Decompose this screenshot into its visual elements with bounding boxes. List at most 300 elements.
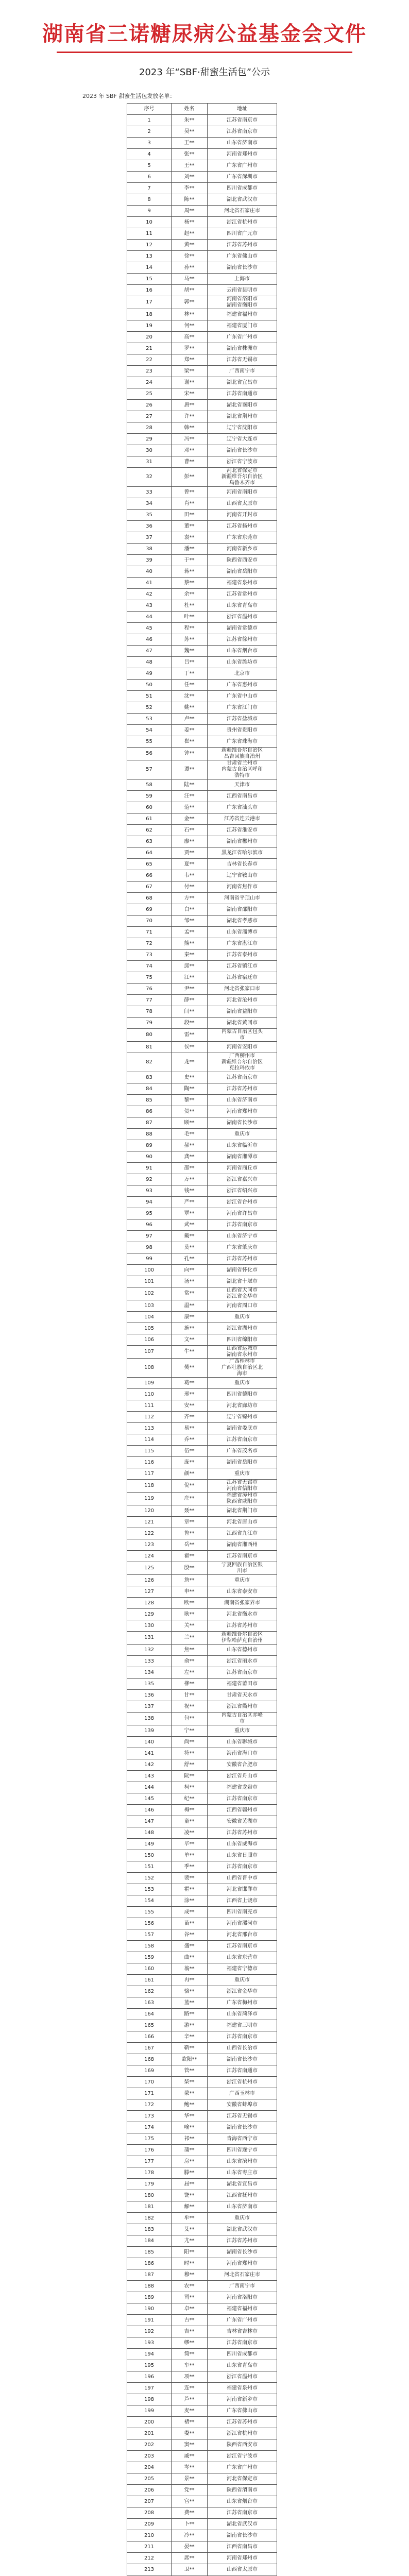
recipient-address: 广东省梅州市 [208, 1997, 277, 2009]
row-number: 182 [127, 2213, 172, 2224]
recipient-name: 覃** [172, 1208, 208, 1219]
table-row [127, 2201, 277, 2213]
recipient-name: 潘** [172, 544, 208, 555]
recipient-name: 谢** [172, 377, 208, 388]
recipient-address: 浙江省丽水市 [208, 1656, 277, 1667]
row-number: 148 [127, 1827, 172, 1839]
recipient-address: 福建省厦门市 [208, 320, 277, 332]
table-row [127, 1850, 277, 1861]
table-row [127, 972, 277, 984]
recipient-name: 常** [172, 1287, 208, 1300]
recipient-address: 安徽省蚌埠市 [208, 2099, 277, 2111]
recipient-address: 河北省保定市 [208, 2473, 277, 2485]
table-row [127, 332, 277, 343]
table-row [127, 149, 277, 160]
recipient-name: 游** [172, 2020, 208, 2031]
recipient-address: 山东省济南市 [208, 138, 277, 149]
table-row [127, 217, 277, 228]
table-row [127, 2519, 277, 2530]
row-number: 8 [127, 194, 172, 206]
recipient-name: 秦** [172, 950, 208, 961]
row-number: 121 [127, 1517, 172, 1528]
recipient-address: 河南省商丘市 [208, 1163, 277, 1174]
row-number: 104 [127, 1312, 172, 1323]
recipient-name: 樊** [172, 1359, 208, 1378]
table-row [127, 578, 277, 589]
recipient-name: 殷** [172, 1562, 208, 1575]
table-row [127, 859, 277, 870]
table-row [127, 1095, 277, 1106]
row-number: 79 [127, 1018, 172, 1029]
recipient-name: 吕** [172, 657, 208, 668]
recipient-name: 曾** [172, 487, 208, 498]
recipient-address: 江苏省盐城市 [208, 714, 277, 725]
table-row [127, 1378, 277, 1389]
recipient-address: 江苏省宿迁市 [208, 972, 277, 984]
table-row [127, 1242, 277, 1253]
recipient-address: 江苏省苏州市 [208, 2235, 277, 2247]
row-number: 213 [127, 2564, 172, 2575]
recipient-name: 施** [172, 1323, 208, 1334]
table-row [127, 1423, 277, 1434]
row-number: 9 [127, 206, 172, 217]
row-number: 82 [127, 1053, 172, 1072]
recipient-address: 河南省焦作市 [208, 882, 277, 893]
table-row [127, 1918, 277, 1929]
recipient-name: 尚** [172, 1737, 208, 1748]
row-number: 18 [127, 309, 172, 320]
recipient-name: 魏** [172, 646, 208, 657]
recipient-address: 浙江省绍兴市 [208, 1185, 277, 1197]
recipient-name: 裴** [172, 1873, 208, 1884]
recipient-address: 广西玉林市 [208, 2088, 277, 2099]
table-row [127, 1839, 277, 1850]
row-number: 2 [127, 126, 172, 138]
recipient-name: 穆** [172, 2269, 208, 2281]
recipient-address: 广西柳州市 新疆维吾尔自治区 克拉玛依市 [208, 1053, 277, 1072]
table-row [127, 2111, 277, 2122]
row-number: 85 [127, 1095, 172, 1106]
recipient-address: 福建省泉州市 [208, 578, 277, 589]
table-row [127, 498, 277, 510]
table-row [127, 725, 277, 736]
recipient-address: 河南省郑州市 [208, 1106, 277, 1117]
table-row [127, 1505, 277, 1517]
table-row [127, 126, 277, 138]
recipient-name: 汤** [172, 1276, 208, 1287]
recipient-name: 时** [172, 2258, 208, 2269]
recipient-address: 湖北省宜昌市 [208, 2179, 277, 2190]
recipient-address: 江苏省扬州市 [208, 521, 277, 532]
table-row [127, 251, 277, 262]
table-row [127, 2541, 277, 2553]
row-number: 166 [127, 2031, 172, 2043]
recipient-name: 倪** [172, 1480, 208, 1493]
recipient-address: 河北省邢台市 [208, 1929, 277, 1941]
recipient-name: 白** [172, 904, 208, 916]
row-number: 170 [127, 2077, 172, 2088]
row-number: 62 [127, 825, 172, 836]
row-number: 122 [127, 1528, 172, 1539]
recipient-address: 湖南省益阳市 [208, 1006, 277, 1018]
recipient-name: 喻** [172, 2122, 208, 2133]
row-number: 14 [127, 262, 172, 274]
recipient-name: 岳** [172, 1539, 208, 1551]
row-number: 31 [127, 456, 172, 468]
table-row [127, 1072, 277, 1083]
recipient-address: 吉林省长春市 [208, 859, 277, 870]
recipient-address: 湖南省岳阳市 [208, 1457, 277, 1468]
row-number: 66 [127, 870, 172, 882]
table-row [127, 1334, 277, 1346]
recipient-name: 赵** [172, 228, 208, 240]
table-row [127, 2507, 277, 2519]
table-row [127, 2224, 277, 2235]
recipient-address: 江苏省无锡市 河南省信阳市 [208, 1480, 277, 1493]
recipient-name: 廖** [172, 836, 208, 848]
table-row [127, 2031, 277, 2043]
row-number: 49 [127, 668, 172, 680]
row-number: 17 [127, 296, 172, 309]
recipient-name: 褚** [172, 2417, 208, 2428]
recipient-name: 艾** [172, 2224, 208, 2235]
row-number: 23 [127, 366, 172, 377]
recipient-name: 郭** [172, 296, 208, 309]
recipient-address: 浙江省台州市 [208, 1197, 277, 1208]
recipient-name: 郑** [172, 354, 208, 366]
recipient-address: 河北省邯郸市 [208, 1884, 277, 1895]
table-row [127, 1446, 277, 1457]
row-number: 22 [127, 354, 172, 366]
row-number: 120 [127, 1505, 172, 1517]
table-row [127, 2156, 277, 2167]
row-number: 128 [127, 1598, 172, 1609]
row-number: 111 [127, 1400, 172, 1412]
table-row [127, 309, 277, 320]
recipient-name: 江** [172, 972, 208, 984]
table-row [127, 938, 277, 950]
row-number: 58 [127, 779, 172, 791]
recipient-name: 肖** [172, 498, 208, 510]
row-number: 132 [127, 1645, 172, 1656]
table-row [127, 1679, 277, 1690]
row-number: 21 [127, 343, 172, 354]
recipient-address: 江苏省南京市 [208, 126, 277, 138]
recipient-name: 付** [172, 882, 208, 893]
recipient-address: 山西省大同市 浙江省金华市 [208, 1287, 277, 1300]
recipient-address: 山西省运城市 湖南省永州市 [208, 1346, 277, 1359]
recipient-address: 广东省佛山市 [208, 251, 277, 262]
table-row [127, 2405, 277, 2417]
recipient-address: 山东省泰安市 [208, 1586, 277, 1598]
recipient-address: 河南省漯河市 [208, 1918, 277, 1929]
table-row [127, 2179, 277, 2190]
table-row [127, 589, 277, 600]
table-row [127, 2303, 277, 2315]
recipient-name: 邵** [172, 1163, 208, 1174]
recipient-address: 河北省衡水市 [208, 1609, 277, 1620]
row-number: 153 [127, 1884, 172, 1895]
table-row [127, 2235, 277, 2247]
row-number: 84 [127, 1083, 172, 1095]
recipient-address: 青海省西宁市 [208, 2133, 277, 2145]
recipient-address: 辽宁省沈阳市 [208, 422, 277, 434]
recipient-name: 欧** [172, 1598, 208, 1609]
recipient-address: 北京市 [208, 668, 277, 680]
recipient-address: 甘肃省天水市 [208, 1690, 277, 1701]
recipient-name: 尤** [172, 2235, 208, 2247]
recipient-name: 方** [172, 893, 208, 904]
table-row [127, 1359, 277, 1378]
table-row [127, 1645, 277, 1656]
recipient-address: 重庆市 [208, 1312, 277, 1323]
table-row [127, 927, 277, 938]
recipient-name: 吴** [172, 126, 208, 138]
recipient-name: 李** [172, 183, 208, 194]
table-row [127, 1598, 277, 1609]
table-row [127, 138, 277, 149]
recipient-name: 邹** [172, 916, 208, 927]
row-number: 107 [127, 1346, 172, 1359]
recipient-name: 窦** [172, 2439, 208, 2451]
recipient-address: 海南省海口市 [208, 1748, 277, 1759]
recipient-name: 沈** [172, 691, 208, 702]
table-row [127, 995, 277, 1006]
table-row [127, 1701, 277, 1713]
recipient-address: 四川省德阳市 [208, 1389, 277, 1400]
row-number: 117 [127, 1468, 172, 1480]
table-row [127, 1434, 277, 1446]
recipient-address: 福建省宁德市 [208, 1963, 277, 1975]
row-number: 184 [127, 2235, 172, 2247]
recipient-address: 湖南省怀化市 [208, 1265, 277, 1276]
recipient-name: 钱** [172, 1185, 208, 1197]
recipient-address: 山东省威海市 [208, 1839, 277, 1850]
row-number: 44 [127, 612, 172, 623]
table-row [127, 2439, 277, 2451]
recipient-address: 江苏省连云港市 [208, 814, 277, 825]
col-header-address: 地址 [208, 104, 277, 115]
recipient-name: 祁** [172, 2133, 208, 2145]
row-number: 19 [127, 320, 172, 332]
recipient-name: 霍** [172, 1884, 208, 1895]
recipient-address: 广东省广州市 [208, 2315, 277, 2326]
table-row [127, 172, 277, 183]
row-number: 6 [127, 172, 172, 183]
row-number: 113 [127, 1423, 172, 1434]
recipient-address: 湖南省株洲市 [208, 343, 277, 354]
recipient-name: 余** [172, 589, 208, 600]
recipient-address: 江苏省淮安市 [208, 825, 277, 836]
recipient-name: 翁** [172, 1963, 208, 1975]
row-number: 210 [127, 2530, 172, 2541]
recipient-address: 四川省成都市 [208, 183, 277, 194]
recipient-address: 江苏省南京市 [208, 1667, 277, 1679]
recipient-name: 钟** [172, 748, 208, 760]
table-row [127, 2054, 277, 2065]
table-row [127, 1759, 277, 1771]
table-row [127, 1457, 277, 1468]
table-row [127, 1208, 277, 1219]
recipient-address: 内蒙古自治区赤峰 市 [208, 1713, 277, 1725]
table-row [127, 1400, 277, 1412]
table-row [127, 1323, 277, 1334]
table-row [127, 612, 277, 623]
row-number: 159 [127, 1952, 172, 1963]
row-number: 186 [127, 2258, 172, 2269]
recipient-address: 河北省唐山市 [208, 1517, 277, 1528]
recipient-name: 齐** [172, 1412, 208, 1423]
table-row [127, 2349, 277, 2360]
row-number: 142 [127, 1759, 172, 1771]
table-row [127, 2009, 277, 2020]
table-row [127, 2190, 277, 2201]
recipient-name: 叶** [172, 612, 208, 623]
row-number: 73 [127, 950, 172, 961]
table-body [127, 115, 277, 2576]
table-row [127, 456, 277, 468]
row-number: 97 [127, 1231, 172, 1242]
row-number: 13 [127, 251, 172, 262]
recipient-address: 江苏省南京市 [208, 2507, 277, 2519]
recipient-address: 江苏省苏州市 [208, 1083, 277, 1095]
table-row [127, 714, 277, 725]
recipient-name: 翟** [172, 1551, 208, 1562]
table-row [127, 2065, 277, 2077]
recipient-address: 安徽省芜湖市 [208, 1816, 277, 1827]
recipient-name: 刘** [172, 172, 208, 183]
row-number: 80 [127, 1029, 172, 1042]
recipient-address: 湖南省长沙市 [208, 2247, 277, 2258]
recipient-address: 浙江省舟山市 [208, 1771, 277, 1782]
table-row [127, 1287, 277, 1300]
row-number: 163 [127, 1997, 172, 2009]
recipient-name: 芦** [172, 2394, 208, 2405]
recipient-address: 江苏省南京市 [208, 1072, 277, 1083]
recipient-address: 甘肃省兰州市 内蒙古自治区呼和 浩特市 [208, 760, 277, 779]
recipient-address: 江苏省南京市 [208, 115, 277, 126]
table-row [127, 1029, 277, 1042]
row-number: 119 [127, 1493, 172, 1505]
row-number: 124 [127, 1551, 172, 1562]
table-row [127, 1117, 277, 1129]
table-row [127, 1412, 277, 1423]
recipient-address: 陕西省渭南市 [208, 2485, 277, 2496]
recipient-name: 蒋** [172, 566, 208, 578]
recipient-address: 湖北省武汉市 [208, 2224, 277, 2235]
recipient-name: 唐** [172, 400, 208, 411]
table-row [127, 366, 277, 377]
row-number: 108 [127, 1359, 172, 1378]
recipient-address: 江苏省南京市 [208, 1551, 277, 1562]
recipient-address: 湖南省长沙市 [208, 2530, 277, 2541]
recipient-name: 胡** [172, 285, 208, 296]
recipient-name: 晏** [172, 2541, 208, 2553]
recipient-name: 麦** [172, 2405, 208, 2417]
recipient-name: 王** [172, 160, 208, 172]
row-number: 202 [127, 2439, 172, 2451]
recipient-name: 成** [172, 1907, 208, 1918]
table-row [127, 422, 277, 434]
row-number: 51 [127, 691, 172, 702]
recipient-name: 严** [172, 1197, 208, 1208]
row-number: 178 [127, 2167, 172, 2179]
recipient-name: 邓** [172, 445, 208, 456]
table-row [127, 532, 277, 544]
row-number: 208 [127, 2507, 172, 2519]
table-row [127, 1219, 277, 1231]
row-number: 4 [127, 149, 172, 160]
row-number: 3 [127, 138, 172, 149]
recipient-address: 浙江省杭州市 [208, 2428, 277, 2439]
recipient-address: 湖北省襄阳市 [208, 400, 277, 411]
recipient-name: 邢** [172, 1389, 208, 1400]
recipient-name: 石** [172, 825, 208, 836]
row-number: 36 [127, 521, 172, 532]
row-number: 77 [127, 995, 172, 1006]
table-row [127, 1300, 277, 1312]
recipient-name: 姜** [172, 725, 208, 736]
row-number: 160 [127, 1963, 172, 1975]
recipient-name: 庞** [172, 1457, 208, 1468]
table-row [127, 1140, 277, 1151]
recipient-name: 符** [172, 1748, 208, 1759]
recipient-name: 向** [172, 1265, 208, 1276]
table-row [127, 657, 277, 668]
row-number: 198 [127, 2394, 172, 2405]
row-number: 55 [127, 736, 172, 748]
recipient-address: 江苏省苏州市 [208, 1253, 277, 1265]
recipient-name: 孔** [172, 1253, 208, 1265]
recipient-address: 湖南省长沙市 [208, 1117, 277, 1129]
row-number: 194 [127, 2349, 172, 2360]
recipient-name: 蒙** [172, 2088, 208, 2099]
recipient-name: 龙** [172, 1053, 208, 1072]
recipient-name: 何** [172, 320, 208, 332]
recipient-name: 史** [172, 1072, 208, 1083]
table-row [127, 2281, 277, 2292]
table-row [127, 1997, 277, 2009]
table-row [127, 668, 277, 680]
row-number: 151 [127, 1861, 172, 1873]
recipient-address: 黑龙江省哈尔滨市 [208, 848, 277, 859]
table-row [127, 2530, 277, 2541]
recipient-name: 关** [172, 1620, 208, 1632]
table-row [127, 1986, 277, 1997]
recipient-name: 阮** [172, 1771, 208, 1782]
table-row [127, 1771, 277, 1782]
row-number: 106 [127, 1334, 172, 1346]
table-row [127, 1963, 277, 1975]
row-number: 94 [127, 1197, 172, 1208]
recipient-name: 孟** [172, 927, 208, 938]
recipient-name: 鲍** [172, 2099, 208, 2111]
recipient-name: 景** [172, 2473, 208, 2485]
header-divider [57, 52, 352, 53]
table-row [127, 2258, 277, 2269]
recipient-address: 湖南省郴州市 [208, 836, 277, 848]
table-row [127, 2213, 277, 2224]
recipient-name: 闫** [172, 1006, 208, 1018]
recipient-name: 饶** [172, 2190, 208, 2201]
row-number: 72 [127, 938, 172, 950]
recipient-name: 徐** [172, 251, 208, 262]
table-row [127, 634, 277, 646]
table-row [127, 240, 277, 251]
row-number: 89 [127, 1140, 172, 1151]
recipient-name: 简** [172, 2349, 208, 2360]
recipient-name: 杨** [172, 217, 208, 228]
